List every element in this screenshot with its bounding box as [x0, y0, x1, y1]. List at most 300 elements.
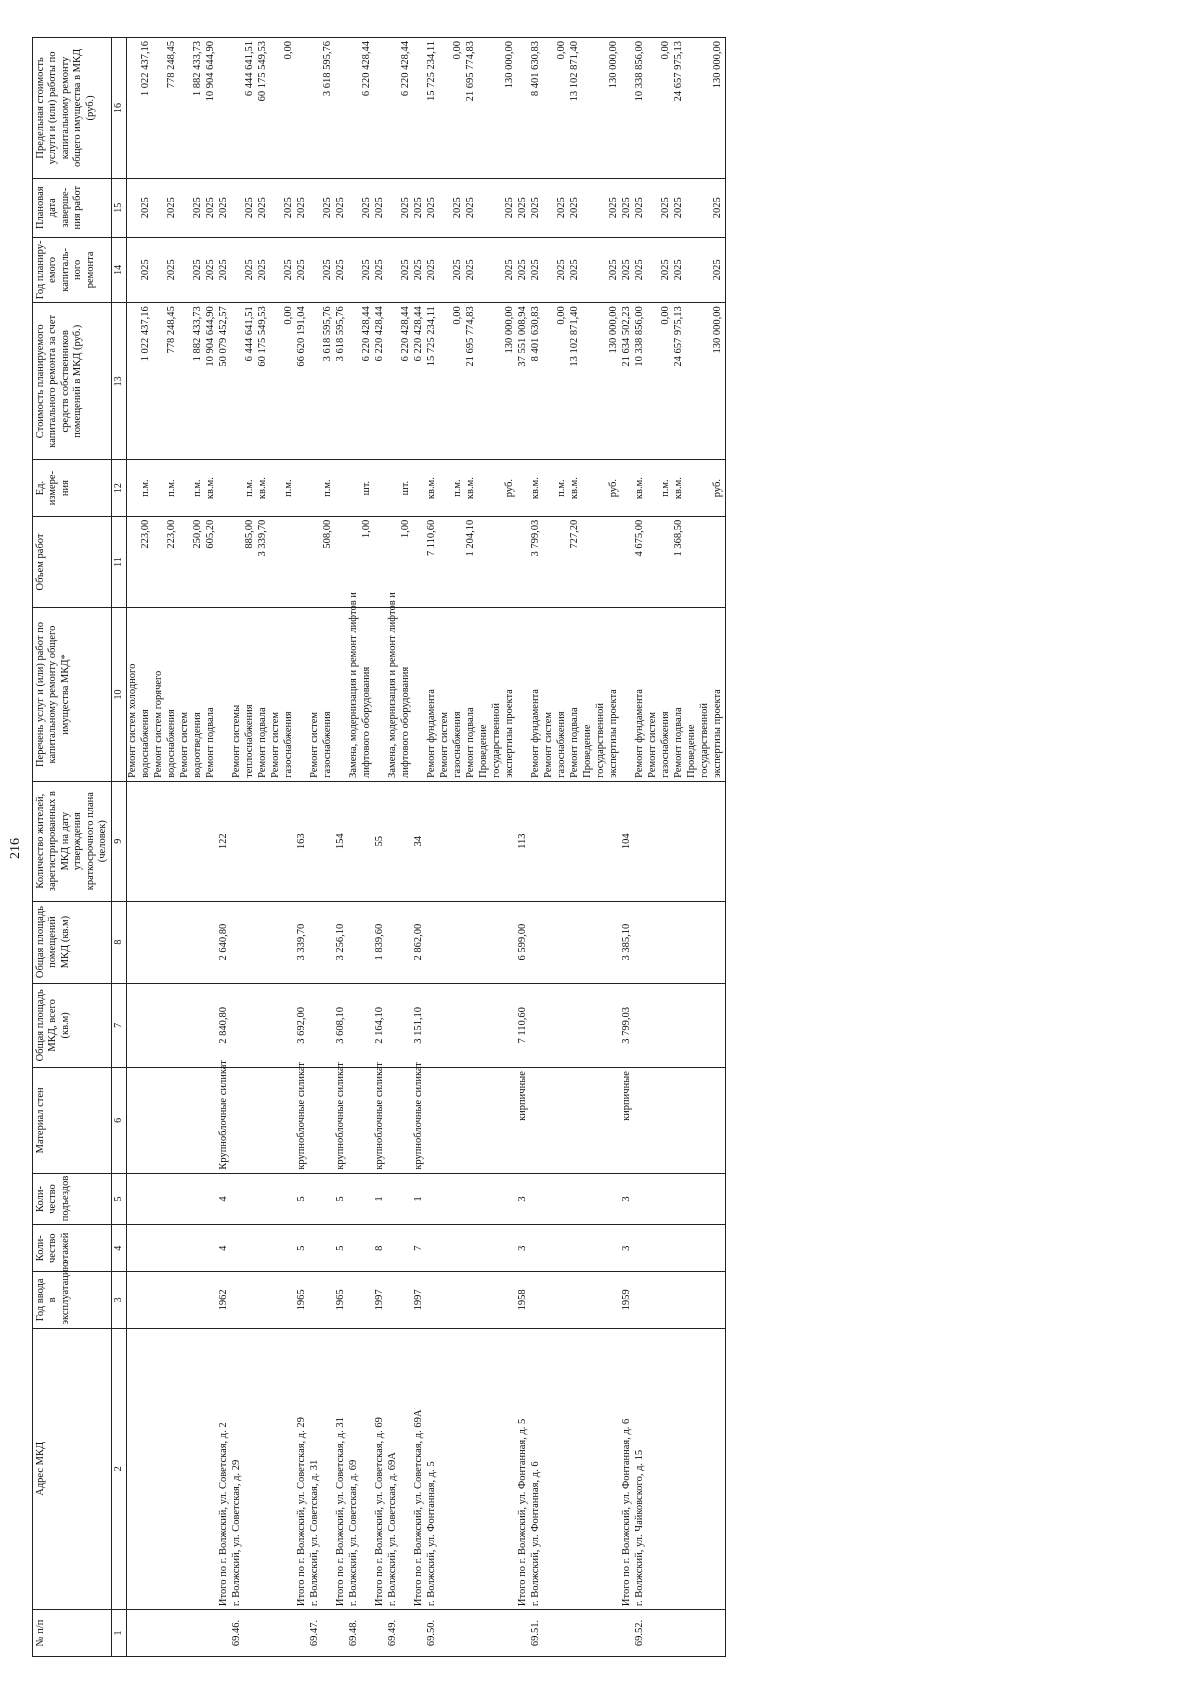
cell-year: 2025 [608, 237, 621, 303]
cell-entr [673, 1173, 686, 1225]
cell-num [465, 1610, 478, 1657]
cell-unit [439, 460, 452, 516]
cell-year: 2025 [569, 237, 582, 303]
cell-cost: 6 220 428,44 [374, 303, 387, 460]
cell-vol [309, 516, 322, 608]
cell-unit: руб. [504, 460, 517, 516]
cell-area_prem: 3 256,10 [335, 901, 348, 983]
cell-mat [192, 1068, 205, 1174]
cell-area_prem [127, 901, 141, 983]
cell-vol [504, 516, 517, 608]
table-row [270, 38, 283, 1657]
cell-done [270, 178, 283, 237]
cell-unit [517, 460, 530, 516]
cell-area_prem [153, 901, 166, 983]
cell-unit: кв.м. [634, 460, 647, 516]
cell-done: 2025 [257, 178, 270, 237]
cell-cost: 50 079 452,57 [218, 303, 231, 460]
cell-unit: руб. [608, 460, 621, 516]
cell-area_prem: 2 640,80 [218, 901, 231, 983]
cell-unit: руб. [712, 460, 726, 516]
cell-num [179, 1610, 192, 1657]
cell-limit [699, 38, 712, 179]
cell-addr [257, 1328, 270, 1610]
cell-area_total [361, 983, 374, 1067]
cell-area_prem [491, 901, 504, 983]
cell-built [634, 1272, 647, 1328]
cell-addr [478, 1328, 491, 1610]
cell-work: Ремонт подвала [257, 608, 270, 782]
cell-built [400, 1272, 413, 1328]
cell-num [478, 1610, 491, 1657]
cell-year [153, 237, 166, 303]
cell-vol [374, 516, 387, 608]
cell-mat [504, 1068, 517, 1174]
cell-num [621, 1610, 634, 1657]
table-row [647, 38, 660, 1657]
cell-work: государственной [699, 608, 712, 782]
cell-limit: 0,00 [556, 38, 569, 179]
cell-cost [491, 303, 504, 460]
cell-cost: 6 220 428,44 [361, 303, 374, 460]
cell-mat: кирпичные [621, 1068, 634, 1174]
column-number-14: 14 [112, 237, 127, 303]
cell-work: Проведение [478, 608, 491, 782]
cell-mat: Крупноблочные силикат [218, 1068, 231, 1174]
cell-area_total [439, 983, 452, 1067]
cell-addr [556, 1328, 569, 1610]
cell-residents [478, 781, 491, 901]
cell-num [556, 1610, 569, 1657]
cell-unit: кв.м. [530, 460, 543, 516]
cell-built [153, 1272, 166, 1328]
table-row [322, 38, 335, 1657]
cell-area_prem [322, 901, 335, 983]
cell-done: 2025 [465, 178, 478, 237]
cell-floors [504, 1225, 517, 1272]
cell-vol [556, 516, 569, 608]
cell-mat [257, 1068, 270, 1174]
cell-cost [647, 303, 660, 460]
cell-area_total [660, 983, 673, 1067]
cell-work: Ремонт систем [179, 608, 192, 782]
cell-area_prem: 1 839,60 [374, 901, 387, 983]
cell-addr: Итого по г. Волжский, ул. Советская, д. 2 [218, 1328, 231, 1610]
cell-unit: п.м. [283, 460, 296, 516]
cell-limit: 0,00 [452, 38, 465, 179]
cell-built [192, 1272, 205, 1328]
cell-floors [673, 1225, 686, 1272]
cell-work: Ремонт систем горячего [153, 608, 166, 782]
table-row [244, 38, 257, 1657]
cell-built [686, 1272, 699, 1328]
cell-built [478, 1272, 491, 1328]
cell-year: 2025 [413, 237, 426, 303]
cell-limit: 6 220 428,44 [400, 38, 413, 179]
cell-area_prem [712, 901, 726, 983]
cell-area_prem [673, 901, 686, 983]
cell-vol [439, 516, 452, 608]
total-row [218, 38, 231, 1657]
cell-mat [543, 1068, 556, 1174]
cell-limit [387, 38, 400, 179]
column-number-16: 16 [112, 38, 127, 179]
cell-mat [712, 1068, 726, 1174]
table-row [491, 38, 504, 1657]
column-header-1: № п/п [33, 1610, 112, 1657]
cell-cost [439, 303, 452, 460]
header-row [33, 38, 112, 1657]
cell-mat [634, 1068, 647, 1174]
cell-area_total [556, 983, 569, 1067]
cell-residents [231, 781, 244, 901]
cell-year: 2025 [465, 237, 478, 303]
cell-entr [387, 1173, 400, 1225]
cell-vol: 223,00 [166, 516, 179, 608]
cell-addr [543, 1328, 556, 1610]
cell-done [309, 178, 322, 237]
cell-work: экспертизы проекта [608, 608, 621, 782]
cell-unit: кв.м. [569, 460, 582, 516]
cell-residents [153, 781, 166, 901]
cell-area_prem [283, 901, 296, 983]
column-number-6: 6 [112, 1068, 127, 1174]
cell-mat [530, 1068, 543, 1174]
cell-area_total [205, 983, 218, 1067]
cell-cost: 130 000,00 [712, 303, 726, 460]
cell-year [686, 237, 699, 303]
cell-limit [309, 38, 322, 179]
cell-cost: 60 175 549,53 [257, 303, 270, 460]
cell-floors [452, 1225, 465, 1272]
cell-vol [478, 516, 491, 608]
cell-num [699, 1610, 712, 1657]
cell-year [543, 237, 556, 303]
cell-done [231, 178, 244, 237]
column-number-2: 2 [112, 1328, 127, 1610]
cell-cost: 0,00 [556, 303, 569, 460]
column-number-10: 10 [112, 608, 127, 782]
cell-residents [244, 781, 257, 901]
cell-done: 2025 [621, 178, 634, 237]
cell-mat [166, 1068, 179, 1174]
cell-floors: 5 [335, 1225, 348, 1272]
cell-entr [712, 1173, 726, 1225]
cell-cost [153, 303, 166, 460]
cell-residents [322, 781, 335, 901]
cell-entr [309, 1173, 322, 1225]
cell-limit [621, 38, 634, 179]
cell-num [127, 1610, 141, 1657]
cell-area_total [127, 983, 141, 1067]
cell-work: Ремонт фундамента [426, 608, 439, 782]
cell-area_total [179, 983, 192, 1067]
cell-mat [608, 1068, 621, 1174]
cell-floors [491, 1225, 504, 1272]
cell-work: газоснабжения [452, 608, 465, 782]
cell-entr [140, 1173, 153, 1225]
cell-vol: 605,20 [205, 516, 218, 608]
cell-floors: 3 [621, 1225, 634, 1272]
cell-limit [647, 38, 660, 179]
table-row [140, 38, 153, 1657]
cell-limit: 15 725 234,11 [426, 38, 439, 179]
cell-done: 2025 [361, 178, 374, 237]
cell-cost: 21 695 774,83 [465, 303, 478, 460]
cell-year: 2025 [257, 237, 270, 303]
cell-cost: 130 000,00 [504, 303, 517, 460]
cell-entr [543, 1173, 556, 1225]
cell-num [582, 1610, 595, 1657]
cell-floors: 8 [374, 1225, 387, 1272]
cell-work: Замена, модернизация и ремонт лифтов и [348, 608, 361, 782]
cell-residents: 163 [296, 781, 309, 901]
cell-mat [452, 1068, 465, 1174]
cell-addr [647, 1328, 660, 1610]
cell-work: государственной [491, 608, 504, 782]
cell-floors: 4 [218, 1225, 231, 1272]
cell-area_total [140, 983, 153, 1067]
cell-limit [478, 38, 491, 179]
cell-unit: кв.м. [426, 460, 439, 516]
cell-vol [595, 516, 608, 608]
cell-unit [491, 460, 504, 516]
cell-residents [426, 781, 439, 901]
cell-done: 2025 [283, 178, 296, 237]
cell-floors [348, 1225, 361, 1272]
cell-year: 2025 [504, 237, 517, 303]
cell-cost [582, 303, 595, 460]
cell-built [322, 1272, 335, 1328]
cell-done [595, 178, 608, 237]
cell-entr [348, 1173, 361, 1225]
total-row [374, 38, 387, 1657]
cell-year [582, 237, 595, 303]
cell-limit [517, 38, 530, 179]
cell-year: 2025 [530, 237, 543, 303]
cell-mat: крупноблочные силикат [335, 1068, 348, 1174]
cell-num [322, 1610, 335, 1657]
cell-done: 2025 [608, 178, 621, 237]
cell-floors [166, 1225, 179, 1272]
cell-unit: кв.м. [465, 460, 478, 516]
cell-num [166, 1610, 179, 1657]
cell-built [452, 1272, 465, 1328]
cell-done: 2025 [569, 178, 582, 237]
cell-floors [465, 1225, 478, 1272]
column-number-15: 15 [112, 178, 127, 237]
cell-vol: 250,00 [192, 516, 205, 608]
cell-built [166, 1272, 179, 1328]
cell-unit [413, 460, 426, 516]
cell-floors [530, 1225, 543, 1272]
cell-cost [543, 303, 556, 460]
cell-residents [543, 781, 556, 901]
cell-residents: 34 [413, 781, 426, 901]
cell-mat [348, 1068, 361, 1174]
cell-done [582, 178, 595, 237]
cell-residents [270, 781, 283, 901]
cell-work [296, 608, 309, 782]
cell-unit [621, 460, 634, 516]
cell-done [686, 178, 699, 237]
cell-area_total [608, 983, 621, 1067]
cell-mat [231, 1068, 244, 1174]
cell-vol [712, 516, 726, 608]
cell-entr: 5 [335, 1173, 348, 1225]
cell-entr: 3 [517, 1173, 530, 1225]
cell-work: Проведение [686, 608, 699, 782]
cell-cost: 21 634 502,23 [621, 303, 634, 460]
table-row [348, 38, 361, 1657]
column-header-4: Коли-чество этажей [33, 1225, 112, 1272]
cell-vol: 1 368,50 [673, 516, 686, 608]
cell-num [192, 1610, 205, 1657]
cell-area_total [192, 983, 205, 1067]
cell-floors [257, 1225, 270, 1272]
cell-num [153, 1610, 166, 1657]
cell-year: 2025 [374, 237, 387, 303]
cell-area_total [166, 983, 179, 1067]
cell-area_prem [647, 901, 660, 983]
cell-area_total [348, 983, 361, 1067]
cell-mat [699, 1068, 712, 1174]
cell-work: теплоснабжения [244, 608, 257, 782]
cell-mat [595, 1068, 608, 1174]
cell-area_prem [699, 901, 712, 983]
cell-done: 2025 [517, 178, 530, 237]
cell-residents [699, 781, 712, 901]
cell-work: лифтового оборудования [400, 608, 413, 782]
cell-area_prem [400, 901, 413, 983]
cell-residents [387, 781, 400, 901]
column-number-8: 8 [112, 901, 127, 983]
cell-year: 2025 [452, 237, 465, 303]
cell-vol [660, 516, 673, 608]
column-number-5: 5 [112, 1173, 127, 1225]
cell-year: 2025 [192, 237, 205, 303]
table-row [504, 38, 517, 1657]
cell-built [530, 1272, 543, 1328]
cell-unit: п.м. [244, 460, 257, 516]
cell-built [608, 1272, 621, 1328]
cell-residents [257, 781, 270, 901]
cell-cost: 6 220 428,44 [400, 303, 413, 460]
cell-done [153, 178, 166, 237]
table-row [465, 38, 478, 1657]
cell-area_total [686, 983, 699, 1067]
cell-num [491, 1610, 504, 1657]
cell-num: 69.52. [634, 1610, 647, 1657]
cell-mat [660, 1068, 673, 1174]
cell-vol [452, 516, 465, 608]
cell-addr: г. Волжский, ул. Советская, д. 69 [348, 1328, 361, 1610]
column-number-3: 3 [112, 1272, 127, 1328]
cell-built [244, 1272, 257, 1328]
cell-year: 2025 [673, 237, 686, 303]
cell-built [556, 1272, 569, 1328]
cell-addr: Итого по г. Волжский, ул. Советская, д. 69 [374, 1328, 387, 1610]
cell-mat [647, 1068, 660, 1174]
cell-mat [205, 1068, 218, 1174]
cell-num [660, 1610, 673, 1657]
cell-done: 2025 [673, 178, 686, 237]
cell-cost [686, 303, 699, 460]
cell-floors [634, 1225, 647, 1272]
cell-area_total [257, 983, 270, 1067]
cell-done [478, 178, 491, 237]
cell-num: 69.46. [231, 1610, 244, 1657]
cell-entr [439, 1173, 452, 1225]
cell-area_prem [452, 901, 465, 983]
cell-area_prem [634, 901, 647, 983]
cell-residents: 104 [621, 781, 634, 901]
cell-limit: 21 695 774,83 [465, 38, 478, 179]
cell-mat [491, 1068, 504, 1174]
cell-area_total: 3 799,03 [621, 983, 634, 1067]
cell-unit: кв.м. [257, 460, 270, 516]
column-number-11: 11 [112, 516, 127, 608]
cell-built: 1965 [335, 1272, 348, 1328]
cell-vol [699, 516, 712, 608]
cell-limit [127, 38, 141, 179]
cell-area_prem [140, 901, 153, 983]
cell-unit [218, 460, 231, 516]
cell-built [582, 1272, 595, 1328]
cell-built [127, 1272, 141, 1328]
cell-unit: шт. [400, 460, 413, 516]
cell-done: 2025 [218, 178, 231, 237]
column-header-7: Общая площадь МКД, всего (кв.м) [33, 983, 112, 1067]
cell-floors [439, 1225, 452, 1272]
cell-entr [322, 1173, 335, 1225]
cell-entr [634, 1173, 647, 1225]
cell-num [205, 1610, 218, 1657]
cell-vol: 223,00 [140, 516, 153, 608]
cell-limit: 3 618 595,76 [322, 38, 335, 179]
cell-limit: 0,00 [283, 38, 296, 179]
table-row [257, 38, 270, 1657]
cell-limit: 24 657 975,13 [673, 38, 686, 179]
cell-area_total [400, 983, 413, 1067]
cell-mat [556, 1068, 569, 1174]
cell-floors [140, 1225, 153, 1272]
cell-cost: 1 022 437,16 [140, 303, 153, 460]
cell-year: 2025 [296, 237, 309, 303]
cell-residents [348, 781, 361, 901]
cell-area_prem [569, 901, 582, 983]
cell-year: 2025 [517, 237, 530, 303]
cell-unit [543, 460, 556, 516]
cell-built: 1962 [218, 1272, 231, 1328]
cell-work: газоснабжения [283, 608, 296, 782]
cell-area_prem: 6 599,00 [517, 901, 530, 983]
column-number-9: 9 [112, 781, 127, 901]
cell-mat [140, 1068, 153, 1174]
cell-work [335, 608, 348, 782]
cell-work: газоснабжения [556, 608, 569, 782]
cell-num: 69.49. [387, 1610, 400, 1657]
cell-done: 2025 [244, 178, 257, 237]
table-row [699, 38, 712, 1657]
cell-entr [504, 1173, 517, 1225]
cell-num [374, 1610, 387, 1657]
cell-residents [166, 781, 179, 901]
cell-cost: 0,00 [452, 303, 465, 460]
cell-year: 2025 [712, 237, 726, 303]
cell-addr [569, 1328, 582, 1610]
cell-area_total [153, 983, 166, 1067]
